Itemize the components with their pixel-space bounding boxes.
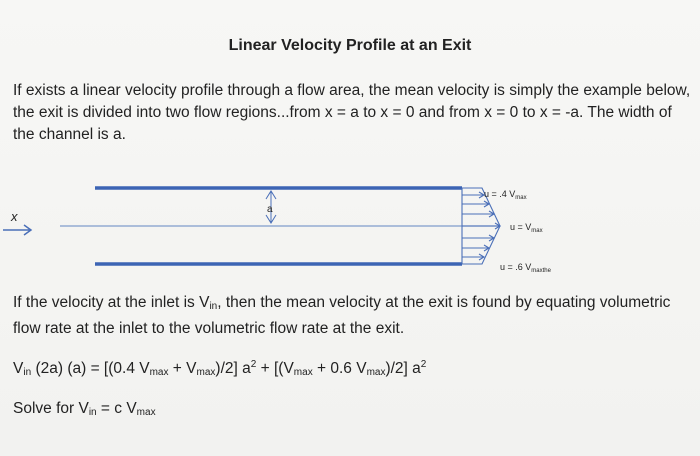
x-direction-arrow (3, 225, 31, 235)
page-title: Linear Velocity Profile at an Exit (228, 37, 472, 54)
dimension-a (266, 191, 276, 223)
intro-paragraph: If exists a linear velocity profile through a flow area, the mean velocity is simply the example below, the exit is divided into two flow regions...from x = a to x = 0 and from x = 0 to x = -a. The width of the channel is a. (13, 82, 691, 143)
x-axis-label: x (11, 209, 18, 224)
bottom-velocity-label: u = .6 $V_{maxthe}$ (500, 262, 551, 274)
solve-instruction: Solve for $V_{in} = c$ $V_{max}$ (13, 400, 156, 418)
velocity-profile-diagram (0, 170, 700, 285)
flow-rate-equation: $V_{in}$ (2a) (a) = [(0.4 $V_{max} + V_{max})/2$] $a^2 + [(V_{max} + 0.6$ $V_{max})/2$] $a^2$ (13, 359, 427, 378)
center-velocity-label: $u = V_{max}$ (510, 222, 543, 234)
velocity-profile (462, 188, 500, 264)
top-velocity-label: u = .4 $V_{max}$ (484, 189, 527, 201)
svg-text:a: a (267, 204, 273, 215)
inlet-paragraph: If the velocity at the inlet is $V_{in}$, then the mean velocity at the exit is found by equating volumetric flow rate at the inlet to the volumetric flow rate at the exit. (13, 294, 671, 337)
